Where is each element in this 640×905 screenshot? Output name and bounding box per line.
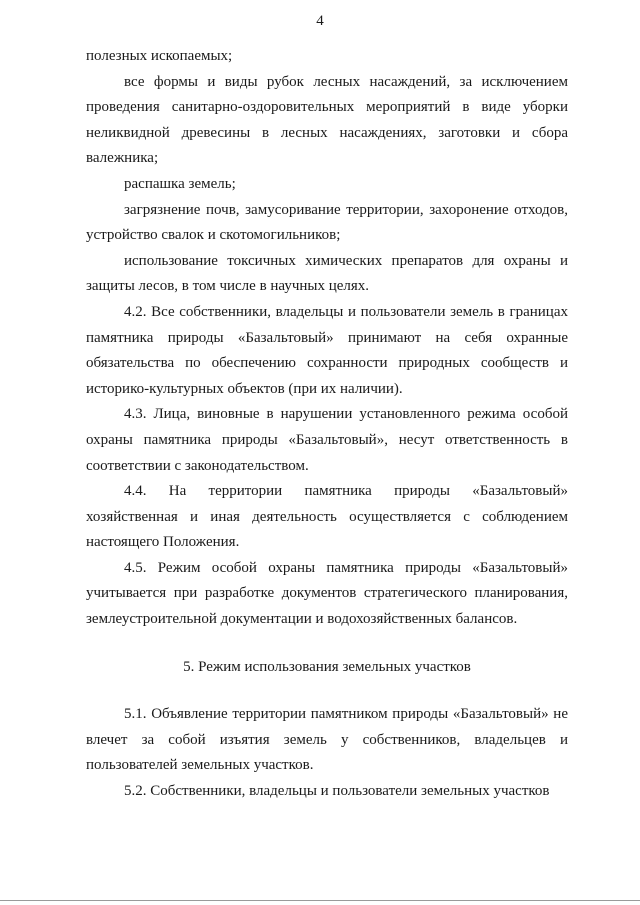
document-body: [86, 44, 568, 805]
paragraph-4-2: 4.2. Все собственники, владельцы и пользователи земель в границах памятника природы «Базальтовый» принимают на себя охранные обязательства по обеспечению сохранности природных сообществ и историко-культурных объектов (при их наличии).: [86, 303, 568, 397]
page-bottom-rule: [0, 900, 640, 901]
section-heading: 5. Режим использования земельных участков: [183, 658, 471, 675]
paragraph-3: распашка земель;: [124, 175, 236, 192]
paragraph-1: полезных ископаемых;: [86, 48, 233, 64]
paragraph-5-2: 5.2. Собственники, владельцы и пользователи земельных участков: [124, 783, 550, 800]
paragraph-4-5: 4.5. Режим особой охраны памятника природы «Базальтовый» учитывается при разработке документов стратегического планирования, землеустроительной документации и водохозяйственных балансов.: [86, 559, 568, 628]
paragraph-4: загрязнение почв, замусоривание территории, захоронение отходов, устройство свалок и скотомогильников;: [86, 201, 568, 244]
paragraph-4-3: 4.3. Лица, виновные в нарушении установленного режима особой охраны памятника природы «Базальтовый», несут ответственность в соответствии с законодательством.: [86, 406, 568, 474]
paragraph-5-1: 5.1. Объявление территории памятником природы «Базальтовый» не влечет за собой изъятия земель у собственников, владельцев и пользователей земельных участков.: [86, 706, 568, 774]
page-number: 4: [316, 13, 324, 29]
paragraph-4-4: 4.4. На территории памятника природы «Базальтовый» хозяйственная и иная деятельность осуществляется с соблюдением настоящего Положения.: [86, 483, 568, 551]
paragraph-5: использование токсичных химических препаратов для охраны и защиты лесов, в том числе в научных целях.: [86, 252, 568, 295]
paragraph-2: все формы и виды рубок лесных насаждений, за исключением проведения санитарно-оздоровительных мероприятий в виде уборки неликвидной древесины в лесных насаждениях, заготовки и сбора валежника;: [86, 73, 568, 167]
